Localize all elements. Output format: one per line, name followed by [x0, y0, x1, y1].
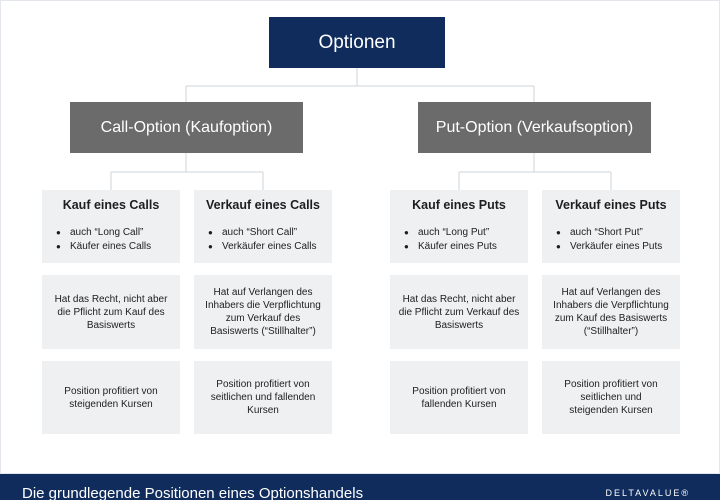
bullet-item: ● auch “Short Call” — [208, 226, 322, 240]
bullet-item: ● auch “Long Put” — [404, 226, 518, 240]
bullet-item: ● auch “Long Call” — [56, 226, 170, 240]
box-kauf-put — [390, 190, 528, 263]
box-profit-kauf-put: Position profitiert von fallenden Kursen — [390, 361, 528, 434]
bullet-list — [204, 226, 322, 254]
box-profit-kauf-call: Position profitiert von steigenden Kursen — [42, 361, 180, 434]
box-rights-verkauf-call: Hat auf Verlangen des Inhabers die Verpflichtung zum Verkauf des Basiswerts (“Stillhalter”) — [194, 275, 332, 349]
bullet-list — [400, 226, 518, 254]
box-rights-kauf-call: Hat das Recht, nicht aber die Pflicht zum Kauf des Basiswerts — [42, 275, 180, 349]
box-rights-kauf-put: Hat das Recht, nicht aber die Pflicht zum Verkauf des Basiswerts — [390, 275, 528, 349]
bullet-item: ● Verkäufer eines Puts — [556, 240, 670, 254]
box-profit-verkauf-put: Position profitiert von seitlichen und steigenden Kursen — [542, 361, 680, 434]
box-kauf-call — [42, 190, 180, 263]
footer-caption: Die grundlegende Positionen eines Optionshandels — [22, 485, 364, 502]
box-verkauf-call — [194, 190, 332, 263]
bullet-list — [52, 226, 170, 254]
box-title: Verkauf eines Calls — [206, 198, 320, 212]
box-title: Kauf eines Puts — [412, 198, 506, 212]
box-profit-verkauf-call: Position profitiert von seitlichen und fallenden Kursen — [194, 361, 332, 434]
bullet-item: ● auch “Short Put” — [556, 226, 670, 240]
category-call-option: Call-Option (Kaufoption) — [70, 102, 303, 153]
footer-bar — [0, 474, 720, 500]
bullet-item: ● Käufer eines Puts — [404, 240, 518, 254]
category-put-option: Put-Option (Verkaufsoption) — [418, 102, 651, 153]
box-title: Verkauf eines Puts — [555, 198, 667, 212]
box-title: Kauf eines Calls — [62, 198, 160, 212]
root-node-optionen: Optionen — [269, 17, 445, 68]
bullet-item: ● Käufer eines Calls — [56, 240, 170, 254]
box-rights-verkauf-put: Hat auf Verlangen des Inhabers die Verpflichtung zum Kauf des Basiswerts (“Stillhalter”) — [542, 275, 680, 349]
bullet-item: ● Verkäufer eines Calls — [208, 240, 322, 254]
brand-logo: DELTAVALUE® — [605, 488, 690, 498]
box-verkauf-put — [542, 190, 680, 263]
bullet-list — [552, 226, 670, 254]
